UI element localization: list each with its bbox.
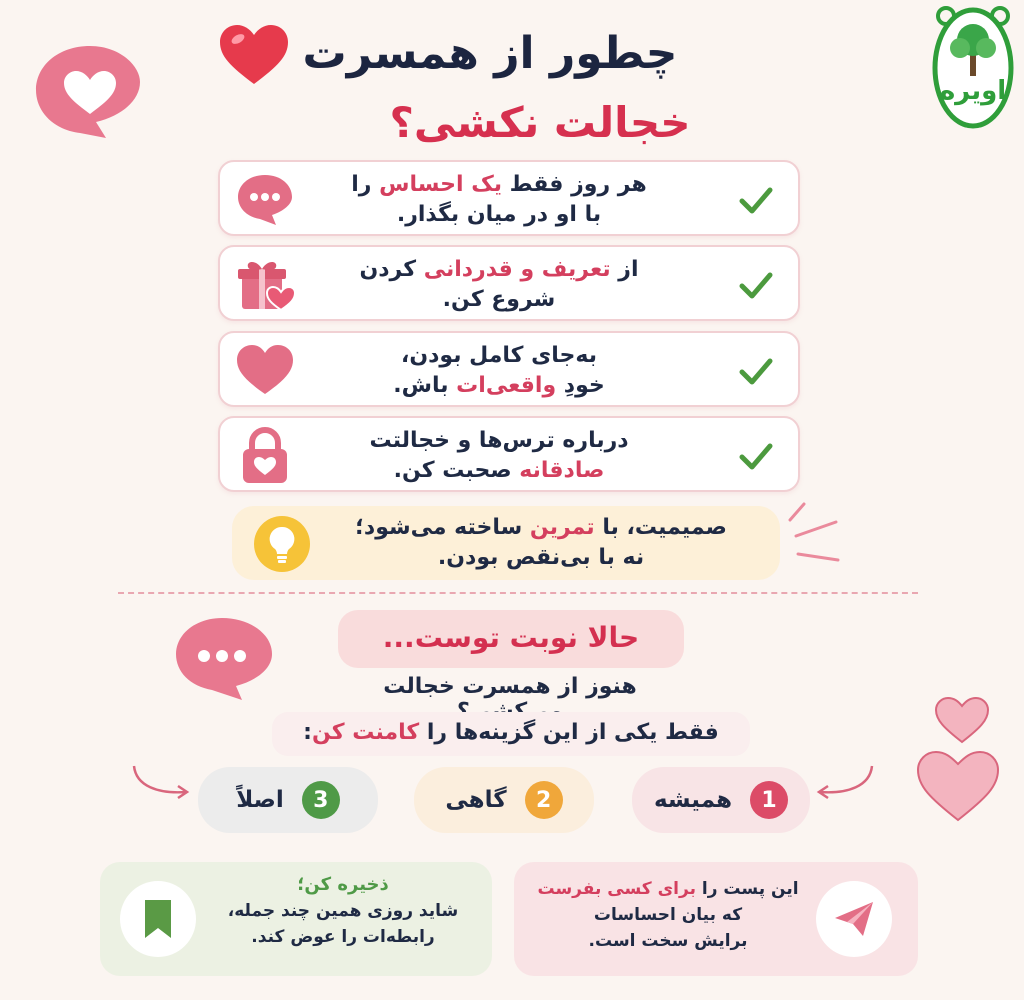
tip-card-4 <box>218 416 800 492</box>
chat-bubble-icon <box>172 614 276 702</box>
option-never[interactable] <box>198 767 378 833</box>
tip-card-3 <box>218 331 800 407</box>
your-turn-banner: حالا نوبت توست... <box>338 610 684 668</box>
page-title-line2: خجالت نکشی؟ <box>389 98 691 147</box>
option-number: 1 <box>750 781 788 819</box>
option-label: گاهی <box>445 787 507 813</box>
share-panel <box>514 862 918 976</box>
logo-text: اویره <box>939 76 1007 106</box>
option-number: 3 <box>302 781 340 819</box>
check-icon <box>736 436 776 476</box>
tip-text: به‌جای کامل بودن، خودِ واقعی‌ات باش. <box>393 343 605 398</box>
send-icon[interactable] <box>816 881 892 957</box>
save-panel <box>100 862 492 976</box>
save-text: ذخیره کن؛ شاید روزی همین چند جمله، رابطه‌ات را عوض کند. <box>227 874 459 947</box>
insight-box <box>232 506 780 580</box>
lock-heart-icon <box>234 426 296 484</box>
insight-text: صمیمیت، با تمرین ساخته می‌شود؛ نه با بی‌نقص بودن. <box>355 515 727 570</box>
sparkle-lines-icon <box>786 500 846 570</box>
check-icon <box>736 265 776 305</box>
option-number: 2 <box>525 781 563 819</box>
tip-text: درباره ترس‌ها و خجالتت صادقانه صحبت کن. <box>369 428 629 483</box>
check-icon <box>736 351 776 391</box>
tip-card-2 <box>218 245 800 321</box>
comment-instruction: فقط یکی از این گزینه‌ها را کامنت کن: <box>272 712 750 756</box>
dashed-divider <box>118 592 918 594</box>
curved-arrow-icon <box>812 760 878 804</box>
brand-logo <box>930 6 1016 136</box>
page-title-line1: چطور از همسرت <box>302 28 678 79</box>
heart-chat-bubble-icon <box>30 40 150 140</box>
gift-heart-icon <box>234 255 296 313</box>
chat-bubble-icon <box>234 170 296 228</box>
bookmark-icon <box>120 881 196 957</box>
heart-icon <box>216 22 292 88</box>
option-label: همیشه <box>653 787 733 813</box>
logo-tree-icon <box>930 6 1016 136</box>
tip-card-1 <box>218 160 800 236</box>
tip-text: از تعریف و قدردانی کردن شروع کن. <box>359 257 639 312</box>
question-text: هنوز از همسرت خجالت <box>383 674 637 699</box>
hearts-decoration-icon <box>914 680 1014 830</box>
check-icon <box>736 180 776 220</box>
tip-text: هر روز فقط یک احساس را با او در میان بگذار. <box>351 172 647 227</box>
lightbulb-icon <box>254 516 310 572</box>
share-text: این پست را برای کسی بفرست که بیان احساسات برایش سخت است. <box>537 879 799 951</box>
option-always[interactable] <box>632 767 810 833</box>
heart-icon <box>234 341 296 399</box>
curved-arrow-icon <box>128 760 194 804</box>
option-label: اصلاً <box>236 787 284 813</box>
option-sometimes[interactable] <box>414 767 594 833</box>
